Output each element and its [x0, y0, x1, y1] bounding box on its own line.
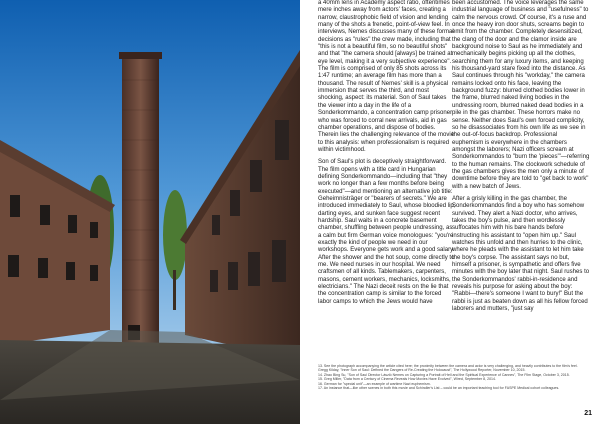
text-page — [300, 0, 600, 424]
footnote: 17. An instance that—like other scenes in both this movie and Schindler's List – could be an important teaching tool for FASPE Medical cohort colleagues. — [318, 386, 560, 391]
paragraph: a 40mm lens in Academy aspect ratio, oftentimes mere inches away from actors' faces, creating a narrow, claustrophobic field of vision and lending many of the shots a frenetic, point-of-view feel. In interviews, Nemes discusses many of these formal decisions as "rules" the crew made, including that "this is not a beautiful film, so no beautiful shots" and that "the camera should [always] be trained at eye level, making it a very subjective experience". The film is comprised of only 85 shots across its 1:47 runtime; an average film has more than a thousand. The result of Nemes' skill is a physical immersion that serves the third, and most shocking, aspect: its material. Son of Saul takes the viewer into a day in the life of a Sonderkommando, a concentration camp prisoner who was forced to corral new arrivals, aid in gas chamber operations, and dispose of bodies. Therein lies the challenging relevance of the movie to this analysis: when professionalism is required within victimhood. — [318, 0, 455, 153]
text-column-right — [452, 0, 590, 362]
text-column-left — [318, 0, 456, 362]
footnote: 13. See the photograph accompanying the article cited here; the proximity between the camera and actor is very challenging, and heavily contributes to the film's feel. Gregg Kilday, "Inner Son of Saul: Defined the Dangers of Re-Creating the Holocaust", The Hollywood Reporter, November 10, 2015. — [318, 364, 578, 373]
footnote: 14. Zhao Bing Su, "Son of Saul Director László Nemes on Capturing a Portrait of Hell and the Spiritual Experience of Cannes", The Film Stage, October 3, 2015. — [318, 372, 570, 377]
footnote: 15. Greg Miller, "Data from a Century of Cinema Reveals How Movies Have Evolved", Wired, September 8, 2014. — [318, 377, 496, 382]
page-number: 21 — [584, 410, 592, 417]
footnote: 16. German for "special unit"—an example of wartime Nazi euphemism. — [318, 381, 431, 386]
paragraph: Son of Saul's plot is deceptively straightforward. The film opens with a title card in Hungarian defining Sonderkommando—including that "they work no longer than a few months before being executed"—and mentioning an alternative job title: Geheimnisträger or "bearers of secrets." We are introduced immediately to Saul, whose bloodied lip, darting eyes, and sunken face suggest recent hardship. Saul waits in a concrete basement chamber, shuffling between people undressing, as a calm but firm German voice monologues: "you're exactly the kind of people we need in our workshops. Everyone gets work and a good salary. After the shower and the hot soup, come directly to me. We need nurses in our hospital. We need craftsmen of all kinds. Tablemakers, carpenters, masons, cement workers, mechanics, locksmiths, electricians." The Nazi deceit rests on the lie that the concentration camp is similar to the forced labor camps to which the Jews would have — [318, 159, 456, 305]
paragraph: been accustomed. The voice leverages the same industrial language of business and "usefulness" to calm the nervous crowd. Of course, it's a ruse and once the heavy iron door shuts, screams begin to emit from the chamber. Completely desensitized, the clang of the door and the clamor inside are background noise to Saul as he immediately and mechanically begins picking up all the clothes, searching them for any luxury items, and keeping his thousand-yard stare fixed into the distance. As Saul continues through his "workday," the camera remains locked onto his face, leaving the background fuzzy: blurred clothed bodies lower in the frame, blurred naked living bodies in the undressing room, blurred naked dead bodies in a pile in the gas chamber. These horrors make no sense. Neither does Saul's own forced complicity, so he disassociates from his own life as we see in the out-of-focus backdrop. Professional euphemism is everywhere in the chambers amongst the laborers; Nazi officers scream at Sonderkommandos to "burn the 'pieces'"—referring to the human remains. The clockwork schedule of the gas chambers gives the men only a minute of downtime before they are told to "get back to work" with a new batch of Jews. — [452, 0, 590, 190]
paragraph: After a grisly killing in the gas chamber, the Sonderkommandos find a boy who has somehow survived. They alert a Nazi doctor, who arrives, takes the boy's pulse, and then wordlessly suffocates him with his bare hands before instructing his assistant to "open him up." Saul watches this unfold and then hurries to the clinic, where he pleads with the assistant to let him take the boy's corpse. The assistant says no but, himself a prisoner, is sympathetic and offers five minutes with the boy later that night. Saul rushes to the Sonderkommandos' rabbi-in-residence and reveals his purpose for asking about the boy: "Rabbi—there's someone I want to bury!" But the rabbi is just as beaten down as all his fellow forced laborers and mutters, "just say — [452, 195, 590, 313]
footnotes — [318, 364, 586, 391]
